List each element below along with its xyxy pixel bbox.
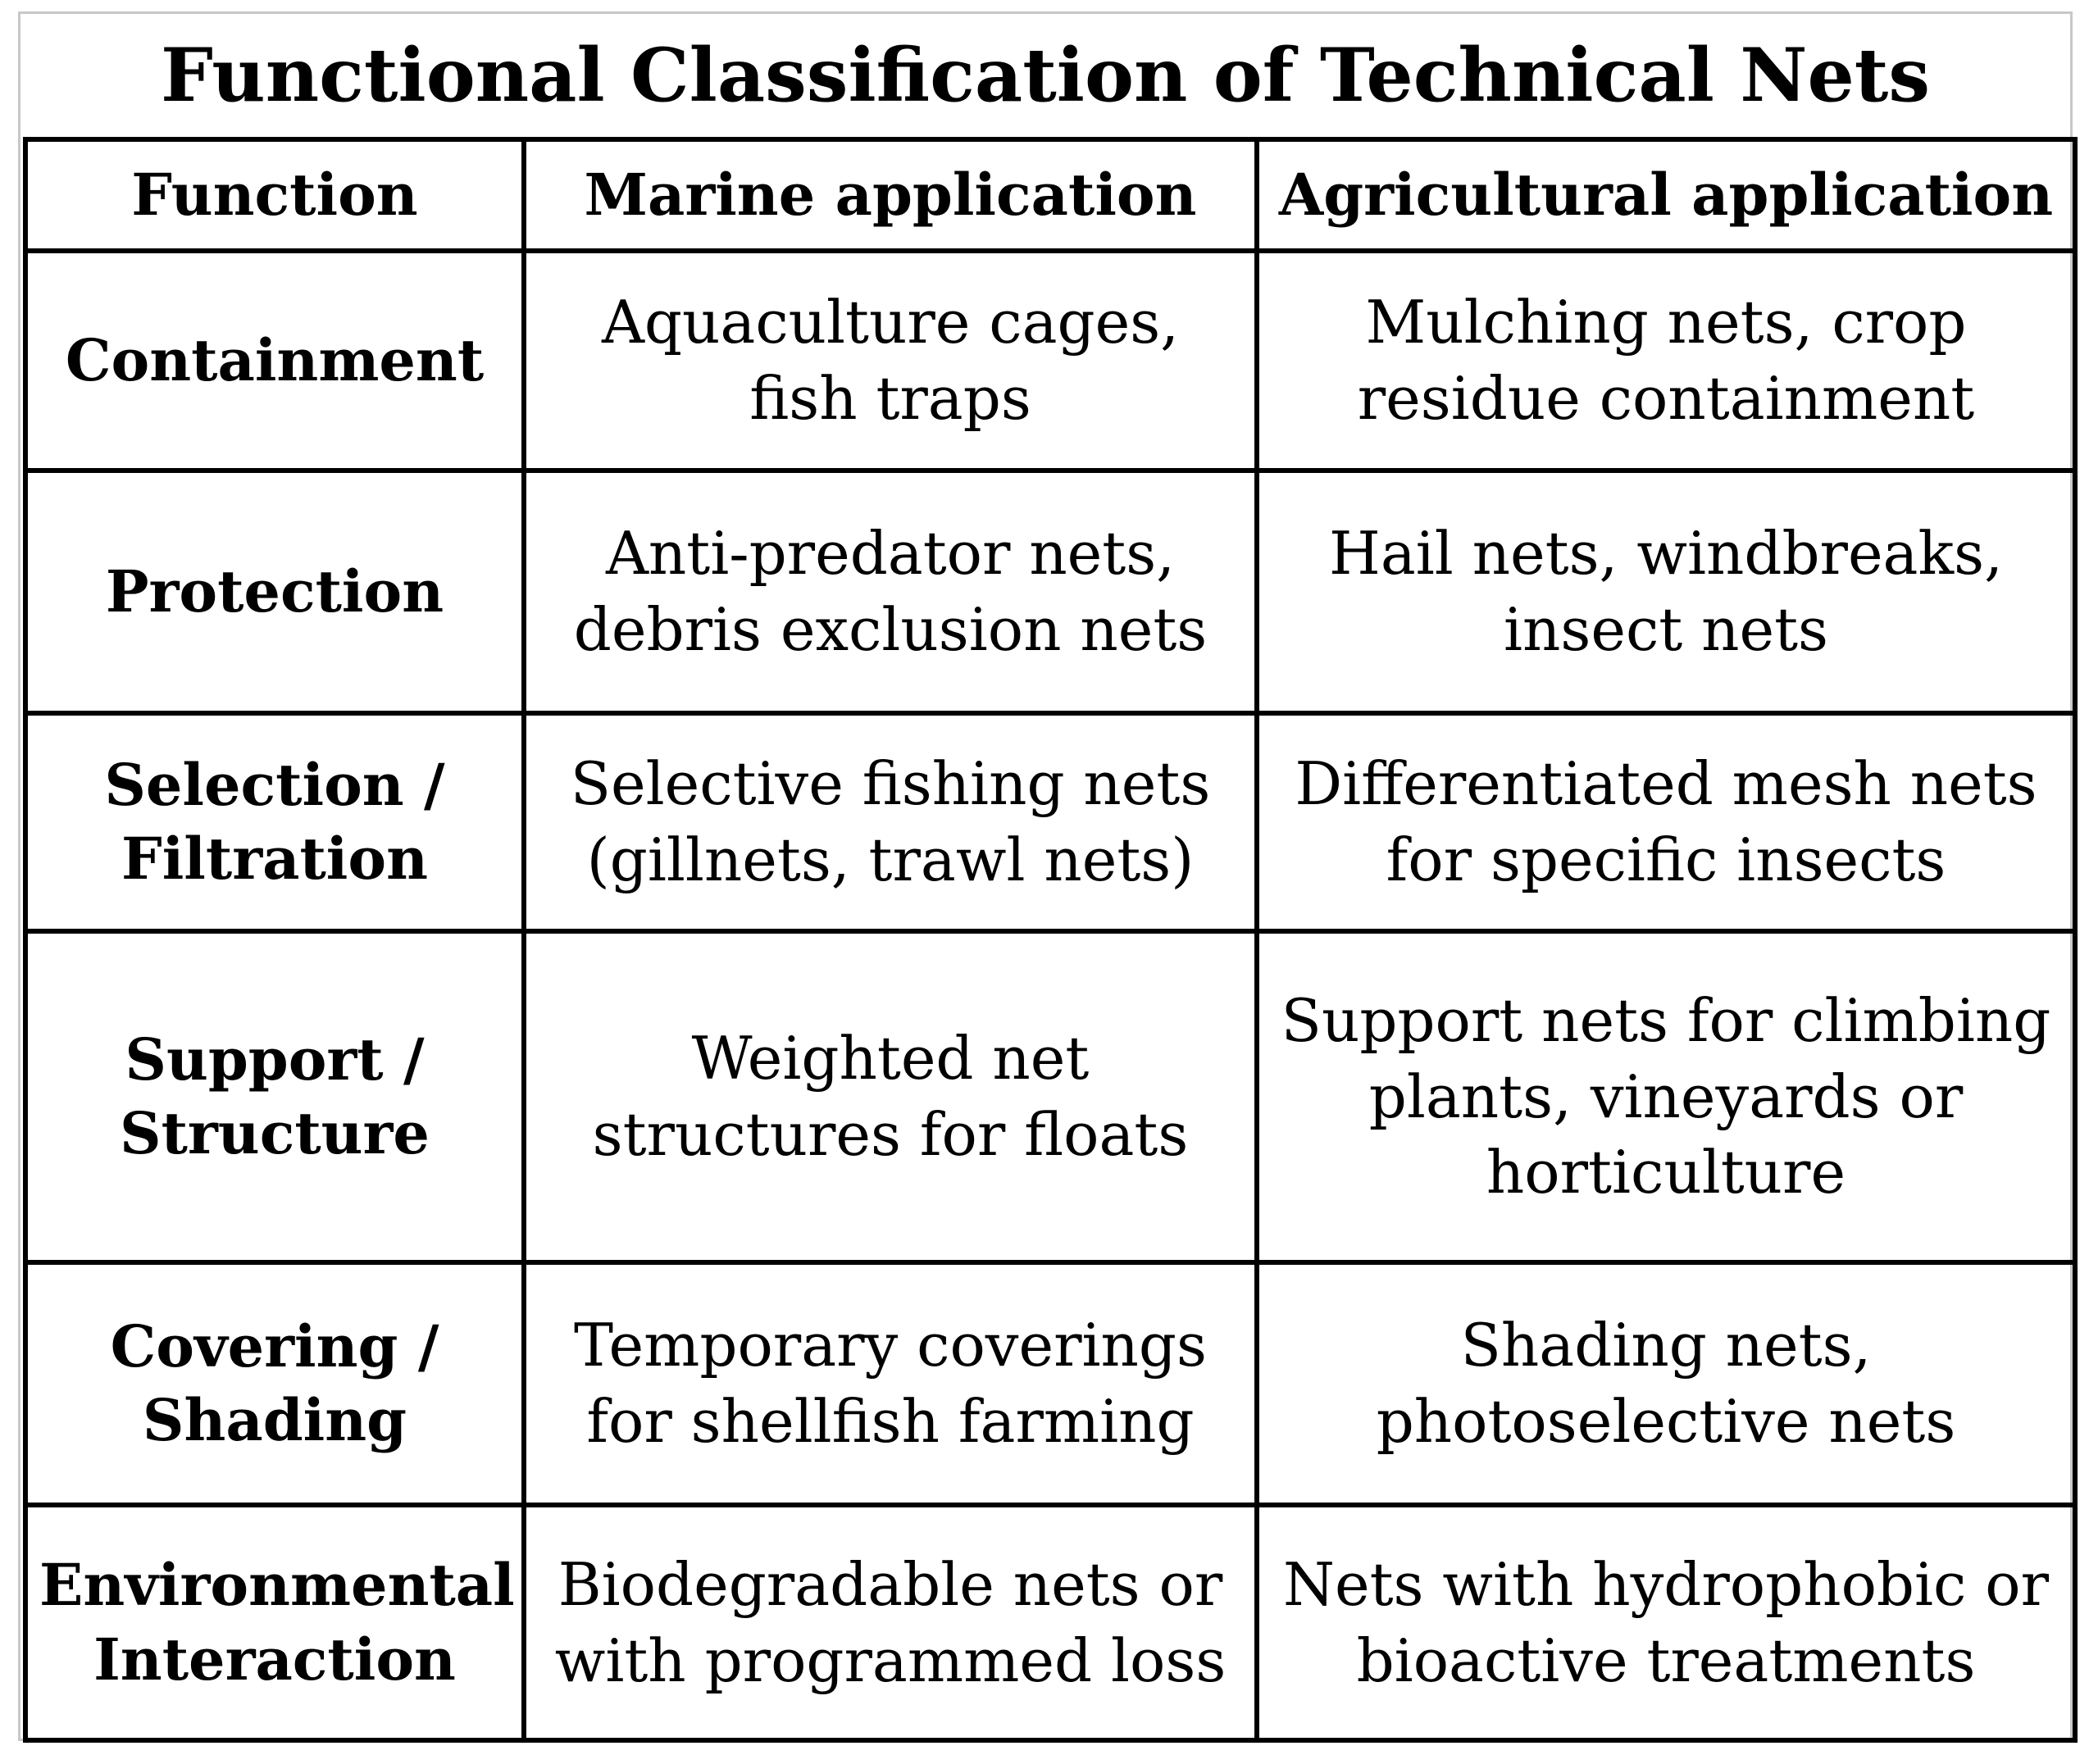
table-title: Functional Classification of Technical Nets xyxy=(160,32,1931,119)
marine-cell xyxy=(524,471,1257,713)
cell-line: for specific insects xyxy=(1386,825,1946,894)
cell-line: photoselective nets xyxy=(1376,1387,1956,1456)
cell-line: residue containment xyxy=(1357,364,1975,433)
cell-line: structures for floats xyxy=(592,1100,1189,1169)
marine-cell xyxy=(524,1505,1257,1740)
agricultural-cell xyxy=(1257,713,2075,931)
cell-line: Differentiated mesh nets xyxy=(1295,749,2037,819)
table-row xyxy=(25,931,2075,1262)
agricultural-cell xyxy=(1257,1505,2075,1740)
agricultural-cell xyxy=(1257,251,2075,471)
cell-line: with programmed loss xyxy=(554,1625,1227,1695)
function-cell xyxy=(25,1505,524,1740)
agricultural-cell xyxy=(1257,1262,2075,1505)
function-cell xyxy=(25,931,524,1262)
header-marine-application: Marine application xyxy=(524,139,1257,251)
cell-line: Interaction xyxy=(93,1625,456,1694)
function-cell xyxy=(25,1262,524,1505)
cell-line: Selective fishing nets xyxy=(570,749,1211,819)
cell-line: Aquaculture cages, xyxy=(601,288,1180,357)
classification-table xyxy=(23,137,2078,1743)
cell-line: Support / xyxy=(125,1025,425,1093)
header-function: Function xyxy=(25,139,524,251)
cell-line: for shellfish farming xyxy=(586,1387,1195,1456)
function-cell xyxy=(25,251,524,471)
cell-line: Containment xyxy=(65,325,485,394)
cell-line: Weighted net xyxy=(691,1024,1090,1093)
header-row xyxy=(25,139,2075,251)
agricultural-cell xyxy=(1257,931,2075,1262)
table-row xyxy=(25,251,2075,471)
cell-line: (gillnets, trawl nets) xyxy=(586,825,1195,894)
cell-line: Structure xyxy=(120,1099,430,1167)
cell-line: Filtration xyxy=(121,825,428,893)
cell-line: Anti-predator nets, xyxy=(605,519,1176,589)
cell-line: Environmental xyxy=(39,1551,515,1620)
cell-line: Hail nets, windbreaks, xyxy=(1329,519,2003,589)
cell-line: Shading xyxy=(142,1386,407,1454)
cell-line: Support nets for climbing xyxy=(1281,985,2051,1055)
table-row xyxy=(25,1262,2075,1505)
table-row xyxy=(25,713,2075,931)
cell-line: Covering / xyxy=(110,1312,439,1380)
cell-line: debris exclusion nets xyxy=(573,595,1208,664)
function-cell xyxy=(25,471,524,713)
cell-line: Biodegradable nets or xyxy=(558,1549,1223,1619)
cell-line: fish traps xyxy=(749,364,1031,433)
function-cell xyxy=(25,713,524,931)
cell-line: Protection xyxy=(105,557,444,625)
cell-line: Shading nets, xyxy=(1460,1311,1872,1380)
marine-cell xyxy=(524,251,1257,471)
marine-cell xyxy=(524,713,1257,931)
cell-line: plants, vineyards or xyxy=(1368,1062,1964,1131)
cell-line: Selection / xyxy=(104,750,445,819)
cell-line: horticulture xyxy=(1486,1138,1846,1207)
cell-line: Nets with hydrophobic or xyxy=(1282,1549,2050,1619)
marine-cell xyxy=(524,1262,1257,1505)
cell-line: Mulching nets, crop xyxy=(1365,288,1967,357)
header-agricultural-application: Agricultural application xyxy=(1257,139,2075,251)
table-row xyxy=(25,1505,2075,1740)
cell-line: insect nets xyxy=(1504,595,1828,664)
agricultural-cell xyxy=(1257,471,2075,713)
cell-line: Temporary coverings xyxy=(574,1311,1207,1380)
cell-line: bioactive treatments xyxy=(1356,1625,1976,1695)
table-row xyxy=(25,471,2075,713)
table-figure xyxy=(18,11,2073,1741)
marine-cell xyxy=(524,931,1257,1262)
